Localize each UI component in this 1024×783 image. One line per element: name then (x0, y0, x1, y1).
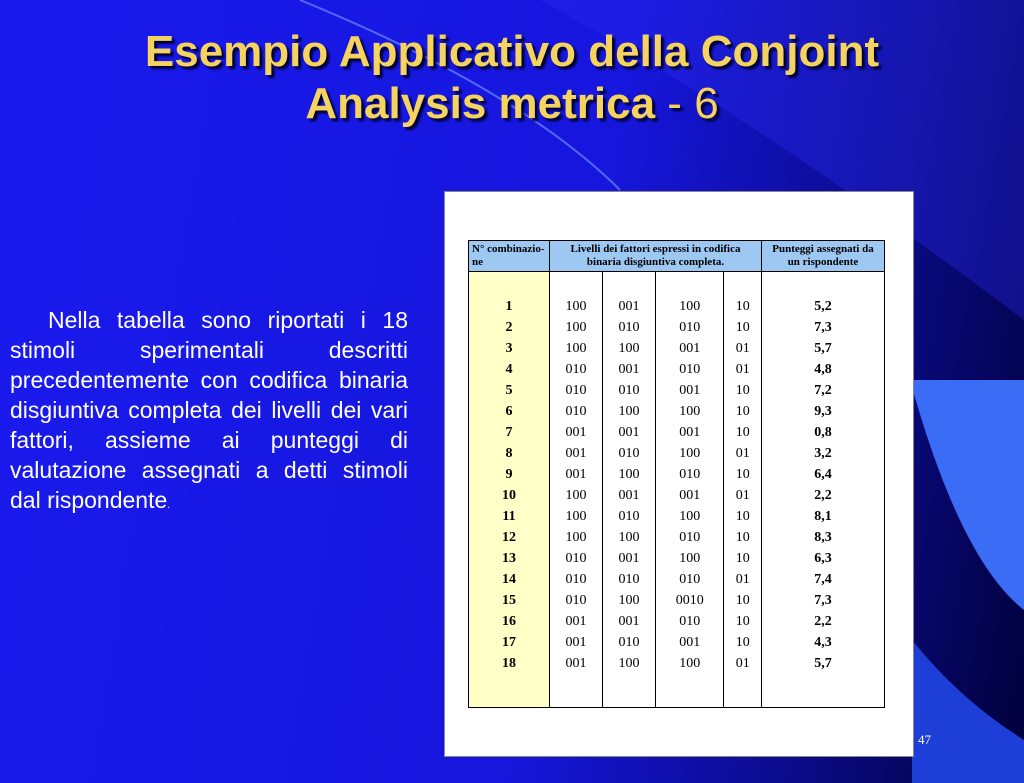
body-paragraph: Nella tabella sono riportati i 18 stimoli sperimentali descritti precedentemente con codifica binaria disgiuntiva completa dei livelli dei vari fattori, assieme ai punteggi di valutazione assegnati a detti stimoli dal rispondente (10, 307, 408, 513)
table-cell-c: 001 (679, 488, 701, 503)
table-cell-b: 100 (618, 404, 640, 419)
table-cell-b: 100 (618, 530, 640, 545)
table-cell-b: 010 (618, 635, 640, 650)
table-cell-score: 0,8 (814, 425, 832, 440)
header-factor-levels: Livelli dei fattori espressi in codifica binaria disgiuntiva completa. (550, 241, 762, 272)
table-cell-score: 8,1 (814, 509, 832, 524)
table-cell-score: 3,2 (814, 446, 832, 461)
table-cell-c: 001 (679, 425, 701, 440)
column-scores (762, 272, 885, 708)
column-factor-4 (724, 272, 762, 708)
table-cell-c: 001 (679, 341, 701, 356)
table-cell-d: 01 (735, 656, 750, 671)
table-cell-d: 01 (735, 362, 750, 377)
table-cell-n: 4 (505, 362, 513, 377)
table-cell-b: 001 (618, 614, 640, 629)
table-cell-b: 010 (618, 509, 640, 524)
table-cell-d: 10 (735, 320, 750, 335)
slide-title (0, 26, 1024, 130)
table-cell-c: 001 (679, 635, 701, 650)
table-cell-d: 10 (735, 614, 750, 629)
table-cell-b: 100 (618, 593, 640, 608)
table-cell-a: 010 (565, 593, 587, 608)
table-cell-b: 100 (618, 656, 640, 671)
table-cell-d: 10 (735, 530, 750, 545)
table-cell-d: 01 (735, 446, 750, 461)
table-cell-b: 010 (618, 446, 640, 461)
table-cell-score: 7,4 (814, 572, 832, 587)
table-cell-b: 001 (618, 425, 640, 440)
table-cell-n: 7 (505, 425, 513, 440)
table-cell-d: 10 (735, 509, 750, 524)
table-cell-score: 5,2 (814, 299, 832, 314)
table-cell-b: 010 (618, 320, 640, 335)
table-cell-d: 10 (735, 299, 750, 314)
table-cell-score: 2,2 (814, 488, 832, 503)
table-cell-d: 10 (735, 383, 750, 398)
header-scores: Punteggi assegnati da un rispondente (762, 241, 885, 272)
table-cell-c: 100 (679, 299, 701, 314)
table-cell-a: 010 (565, 551, 587, 566)
table-cell-b: 010 (618, 383, 640, 398)
table-cell-a: 010 (565, 383, 587, 398)
table-cell-c: 100 (679, 446, 701, 461)
table-cell-c: 100 (679, 404, 701, 419)
table-cell-d: 10 (735, 593, 750, 608)
column-factor-1 (550, 272, 603, 708)
table-cell-score: 7,3 (814, 593, 832, 608)
table-cell-n: 11 (502, 509, 516, 524)
table-cell-a: 001 (565, 614, 587, 629)
title-number: 6 (694, 79, 719, 128)
title-line-2 (0, 78, 1024, 130)
table-cell-b: 100 (618, 341, 640, 356)
table-cell-n: 18 (502, 656, 516, 671)
table-cell-score: 7,2 (814, 383, 832, 398)
table-cell-a: 100 (565, 509, 587, 524)
table-cell-d: 01 (735, 572, 750, 587)
table-cell-d: 10 (735, 425, 750, 440)
table-cell-n: 6 (505, 404, 513, 419)
table-cell-score: 9,3 (814, 404, 832, 419)
table-cell-a: 001 (565, 635, 587, 650)
table-cell-n: 12 (502, 530, 516, 545)
table-cell-a: 100 (565, 488, 587, 503)
table-cell-a: 100 (565, 299, 587, 314)
table-cell-a: 001 (565, 425, 587, 440)
table-cell-n: 15 (502, 593, 516, 608)
table-cell-b: 001 (618, 551, 640, 566)
body-period: . (167, 500, 171, 511)
table-cell-score: 4,3 (814, 635, 832, 650)
column-factor-3 (656, 272, 724, 708)
table-cell-a: 100 (565, 530, 587, 545)
data-table (468, 240, 885, 708)
table-cell-a: 010 (565, 362, 587, 377)
table-cell-d: 01 (735, 488, 750, 503)
table-cell-n: 8 (505, 446, 513, 461)
table-body-row (469, 272, 885, 708)
table-cell-a: 001 (565, 446, 587, 461)
table-cell-c: 100 (679, 509, 701, 524)
title-separator: - (655, 79, 695, 128)
table-cell-c: 010 (679, 530, 701, 545)
table-cell-c: 010 (679, 467, 701, 482)
header-combination-number: N° combinazio-ne (469, 241, 550, 272)
table-cell-score: 8,3 (814, 530, 832, 545)
table-cell-score: 2,2 (814, 614, 832, 629)
table-cell-b: 100 (618, 467, 640, 482)
table-cell-n: 1 (505, 299, 513, 314)
table-card (444, 191, 914, 757)
table-cell-a: 010 (565, 404, 587, 419)
table-cell-b: 010 (618, 572, 640, 587)
table-cell-b: 001 (618, 362, 640, 377)
table-cell-c: 0010 (675, 593, 704, 608)
table-cell-n: 3 (505, 341, 513, 356)
table-cell-score: 5,7 (814, 341, 832, 356)
table-cell-n: 5 (505, 383, 513, 398)
table-cell-c: 001 (679, 383, 701, 398)
table-cell-c: 010 (679, 320, 701, 335)
table-cell-n: 14 (502, 572, 516, 587)
table-cell-a: 100 (565, 341, 587, 356)
table-cell-c: 100 (679, 656, 701, 671)
table-cell-c: 100 (679, 551, 701, 566)
table-cell-c: 010 (679, 614, 701, 629)
table-cell-n: 10 (502, 488, 516, 503)
table-cell-score: 6,3 (814, 551, 832, 566)
table-cell-d: 01 (735, 341, 750, 356)
table-cell-score: 5,7 (814, 656, 832, 671)
column-factor-2 (603, 272, 656, 708)
table-cell-score: 4,8 (814, 362, 832, 377)
table-cell-n: 16 (502, 614, 516, 629)
slide-body-text (10, 305, 408, 521)
table-cell-a: 001 (565, 467, 587, 482)
table-cell-d: 10 (735, 551, 750, 566)
table-cell-score: 6,4 (814, 467, 832, 482)
table-cell-n: 13 (502, 551, 516, 566)
title-line-2-text: Analysis metrica (305, 79, 656, 128)
table-cell-a: 100 (565, 320, 587, 335)
table-cell-b: 001 (618, 488, 640, 503)
table-cell-c: 010 (679, 362, 701, 377)
table-cell-d: 10 (735, 467, 750, 482)
title-line-1: Esempio Applicativo della Conjoint (144, 27, 880, 76)
table-cell-n: 17 (502, 635, 516, 650)
table-cell-score: 7,3 (814, 320, 832, 335)
table-cell-d: 10 (735, 635, 750, 650)
column-combination-number (469, 272, 550, 708)
table-cell-n: 2 (505, 320, 513, 335)
table-cell-a: 001 (565, 656, 587, 671)
table-cell-c: 010 (679, 572, 701, 587)
table-cell-a: 010 (565, 572, 587, 587)
page-number: 47 (918, 732, 931, 747)
table-cell-n: 9 (505, 467, 513, 482)
table-header-row (469, 241, 885, 272)
table-cell-d: 10 (735, 404, 750, 419)
table-cell-b: 001 (618, 299, 640, 314)
